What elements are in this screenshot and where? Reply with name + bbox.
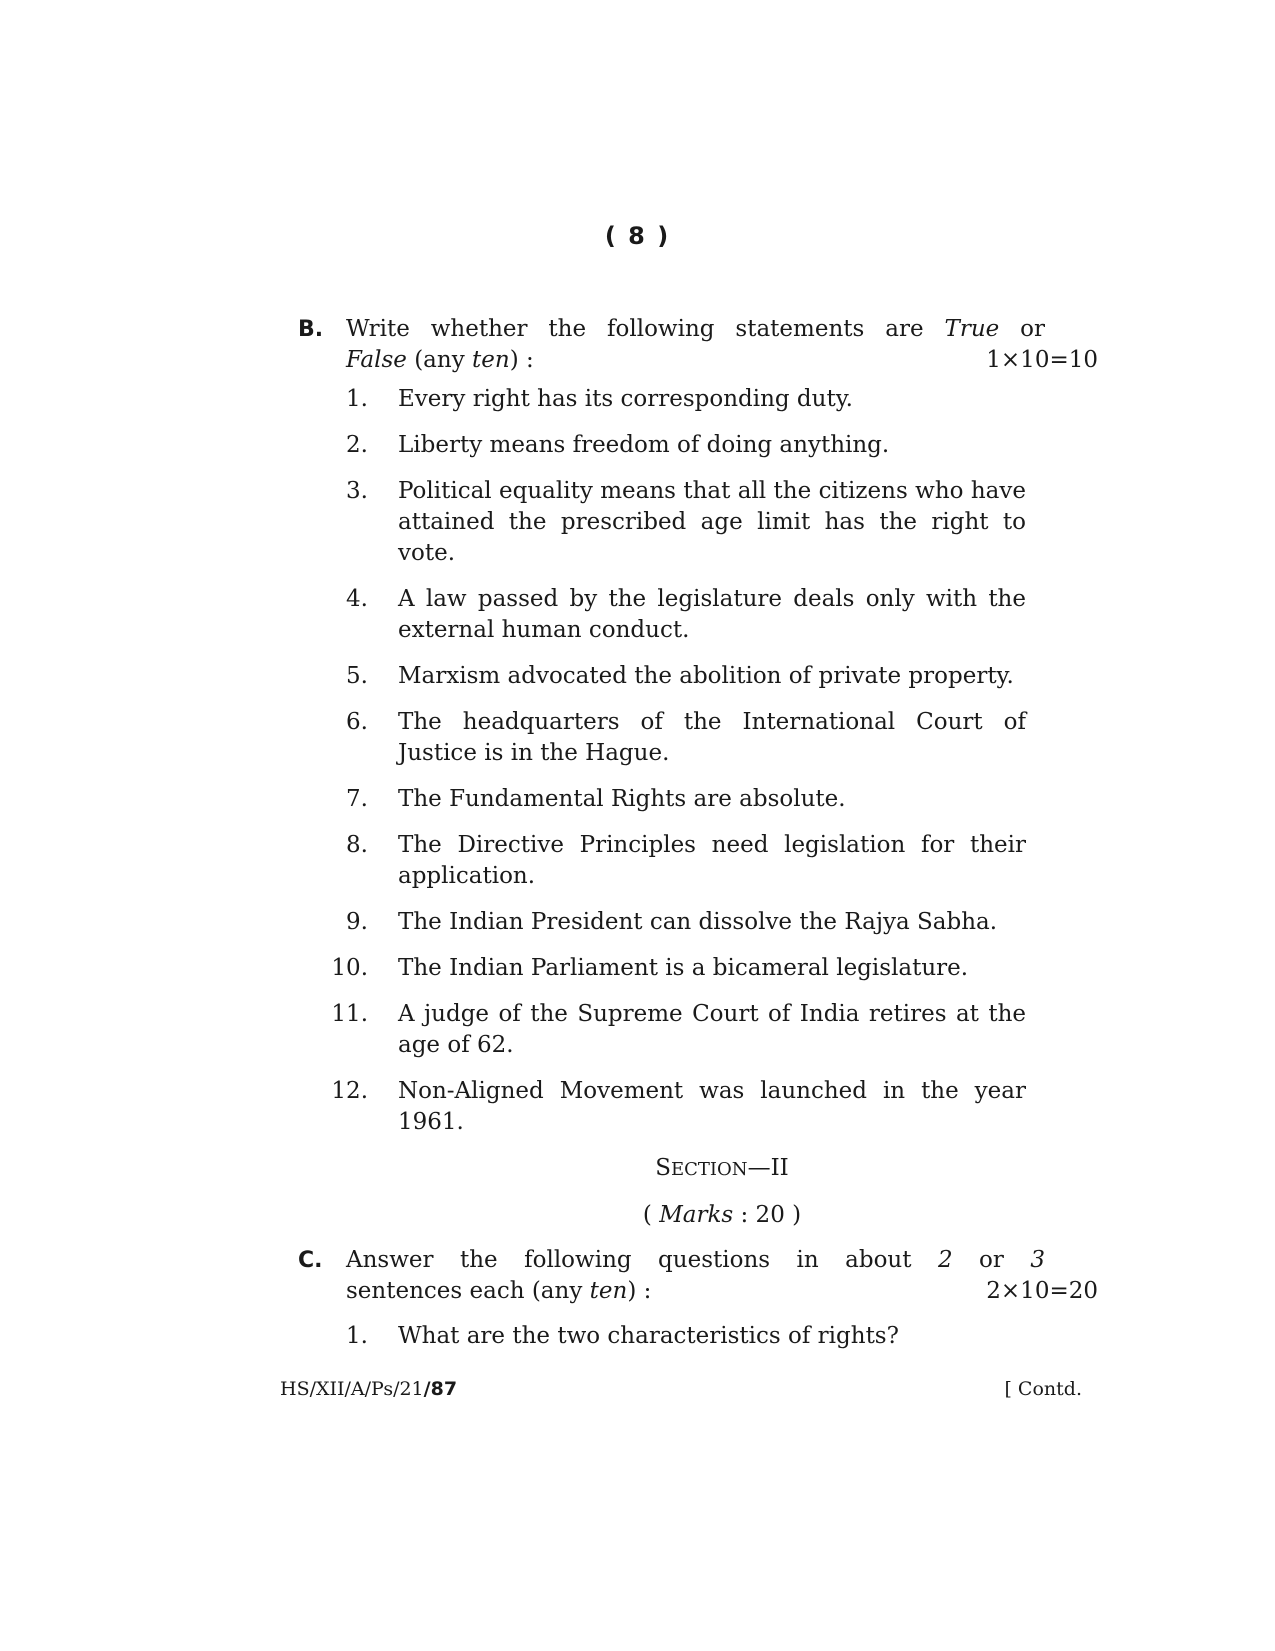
question-c-text: Answer the following questions in about xyxy=(346,1247,938,1273)
list-item xyxy=(298,430,1026,461)
list-item xyxy=(298,784,1026,815)
list-item xyxy=(298,661,1026,692)
question-c-question-list xyxy=(298,1321,1098,1352)
continued-label: [ Contd. xyxy=(1004,1378,1082,1400)
question-c-line1 xyxy=(346,1245,1045,1276)
list-item xyxy=(298,476,1026,569)
question-b-statement-list xyxy=(298,384,1098,1138)
item-number: 4. xyxy=(346,586,368,612)
list-item xyxy=(298,1076,1026,1138)
item-text: The Directive Principles need legislation for their application. xyxy=(398,832,1026,889)
list-item xyxy=(298,953,1026,984)
section-marks-open: ( xyxy=(642,1202,660,1228)
question-c-three: 3 xyxy=(1030,1247,1045,1273)
item-text: The Indian Parliament is a bicameral legislature. xyxy=(398,955,969,981)
question-b-header xyxy=(298,314,1098,376)
question-paper-body xyxy=(298,314,1098,1367)
question-b-line2 xyxy=(346,345,1098,376)
item-number: 3. xyxy=(346,478,368,504)
question-c-line2 xyxy=(346,1276,1098,1307)
question-c-header xyxy=(298,1245,1098,1307)
paper-code-suffix: /87 xyxy=(423,1378,458,1400)
item-number: 2. xyxy=(346,432,368,458)
item-number: 12. xyxy=(331,1078,368,1104)
question-c-sentences-text: sentences each (any xyxy=(346,1278,590,1304)
list-item xyxy=(298,584,1026,646)
item-text: The headquarters of the International Court of Justice is in the Hague. xyxy=(398,709,1026,766)
list-item xyxy=(298,999,1026,1061)
list-item xyxy=(298,907,1026,938)
section-title-number: —II xyxy=(747,1155,789,1181)
question-b-text: Write whether the following statements are xyxy=(346,316,945,342)
item-number: 6. xyxy=(346,709,368,735)
item-text: A law passed by the legislature deals only with the external human conduct. xyxy=(398,586,1026,643)
item-text: Non-Aligned Movement was launched in the year 1961. xyxy=(398,1078,1026,1135)
item-text: A judge of the Supreme Court of India retires at the age of 62. xyxy=(398,1001,1026,1058)
item-number: 7. xyxy=(346,786,368,812)
page-footer xyxy=(280,1378,1082,1400)
item-number: 10. xyxy=(331,955,368,981)
question-b-marks: 1×10=10 xyxy=(986,347,1098,373)
item-number: 1. xyxy=(346,386,368,412)
question-c-ten-word: ten xyxy=(589,1278,628,1304)
item-text: Political equality means that all the citizens who have attained the prescribed age limit has the right to vote. xyxy=(398,478,1026,566)
item-number: 11. xyxy=(331,1001,368,1027)
page-number: ( 8 ) xyxy=(604,222,671,250)
list-item xyxy=(298,830,1026,892)
section-title-initial: S xyxy=(655,1155,672,1181)
item-text: Every right has its corresponding duty. xyxy=(398,386,853,412)
question-c-or-word: or xyxy=(952,1247,1031,1273)
question-b-colon: ) : xyxy=(509,347,534,373)
question-b-letter: B. xyxy=(298,317,324,342)
question-c-marks: 2×10=20 xyxy=(986,1278,1098,1304)
question-b-any-word: (any xyxy=(406,347,473,373)
section-title-smallcaps: ECTION xyxy=(671,1159,748,1180)
item-number: 1. xyxy=(346,1323,368,1349)
section-marks-label: Marks xyxy=(659,1202,734,1228)
item-text: What are the two characteristics of rights? xyxy=(398,1323,899,1349)
question-b-line1 xyxy=(346,314,1045,345)
question-b-true-word: True xyxy=(944,316,1000,342)
list-item xyxy=(298,384,1026,415)
section-marks-value: : 20 ) xyxy=(733,1202,802,1228)
item-text: Marxism advocated the abolition of private property. xyxy=(398,663,1014,689)
item-number: 8. xyxy=(346,832,368,858)
item-text: The Fundamental Rights are absolute. xyxy=(398,786,846,812)
list-item xyxy=(298,707,1026,769)
question-b-false-word: False xyxy=(346,347,407,373)
item-number: 9. xyxy=(346,909,368,935)
paper-code-prefix: HS/XII/A/Ps/21 xyxy=(280,1378,424,1400)
question-b-ten-word: ten xyxy=(472,347,510,373)
question-c-letter: C. xyxy=(298,1248,323,1273)
paper-code xyxy=(280,1378,457,1400)
section-title xyxy=(298,1153,1098,1185)
question-b-or-word: or xyxy=(999,316,1046,342)
question-c-colon: ) : xyxy=(627,1278,652,1304)
item-number: 5. xyxy=(346,663,368,689)
item-text: The Indian President can dissolve the Rajya Sabha. xyxy=(398,909,998,935)
question-c-two: 2 xyxy=(937,1247,953,1273)
section-marks xyxy=(298,1200,1098,1231)
list-item xyxy=(298,1321,1026,1352)
item-text: Liberty means freedom of doing anything. xyxy=(398,432,890,458)
